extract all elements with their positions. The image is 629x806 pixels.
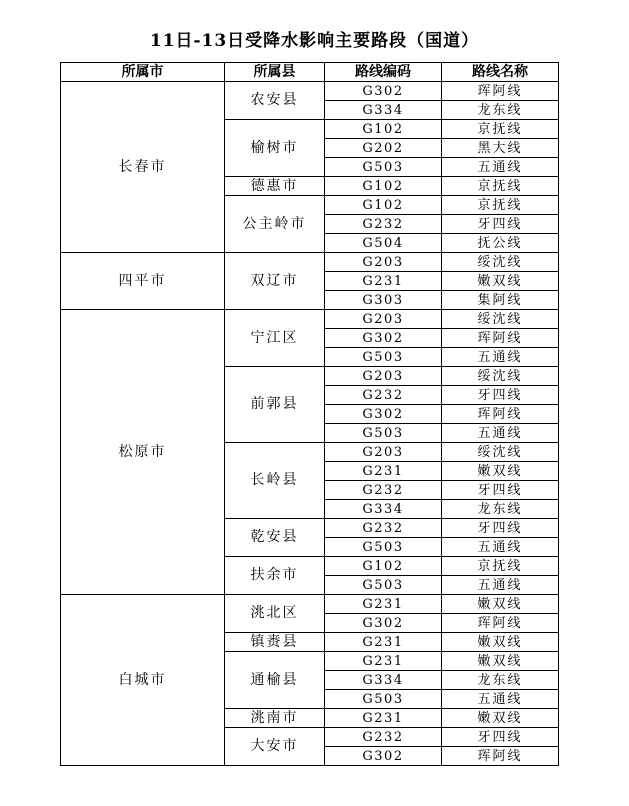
route-code-cell: G503 [325, 424, 442, 443]
county-cell: 前郭县 [225, 367, 325, 443]
county-cell: 洮南市 [225, 709, 325, 728]
route-code-cell: G203 [325, 367, 442, 386]
route-code-cell: G231 [325, 709, 442, 728]
city-cell: 长春市 [61, 82, 225, 253]
route-code-cell: G503 [325, 538, 442, 557]
route-name-cell: 五通线 [442, 348, 559, 367]
route-name-cell: 五通线 [442, 538, 559, 557]
route-code-cell: G302 [325, 614, 442, 633]
county-cell: 农安县 [225, 82, 325, 120]
route-code-cell: G302 [325, 329, 442, 348]
page-title: 11日-13日受降水影响主要路段（国道） [149, 31, 480, 51]
route-name-cell: 牙四线 [442, 386, 559, 405]
route-name-cell: 抚公线 [442, 234, 559, 253]
route-name-cell: 绥沈线 [442, 367, 559, 386]
county-cell: 镇赉县 [225, 633, 325, 652]
table-row [61, 595, 559, 614]
route-name-cell: 绥沈线 [442, 253, 559, 272]
route-name-cell: 龙东线 [442, 671, 559, 690]
county-cell: 榆树市 [225, 120, 325, 177]
route-code-cell: G231 [325, 462, 442, 481]
route-code-cell: G231 [325, 652, 442, 671]
route-name-cell: 牙四线 [442, 481, 559, 500]
route-code-cell: G102 [325, 196, 442, 215]
table-row [61, 253, 559, 272]
route-name-cell: 五通线 [442, 690, 559, 709]
route-code-cell: G232 [325, 481, 442, 500]
route-name-cell: 嫩双线 [442, 652, 559, 671]
route-code-cell: G102 [325, 557, 442, 576]
county-cell: 宁江区 [225, 310, 325, 367]
route-code-cell: G302 [325, 747, 442, 766]
county-cell: 公主岭市 [225, 196, 325, 253]
route-code-cell: G303 [325, 291, 442, 310]
route-code-cell: G504 [325, 234, 442, 253]
route-name-cell: 嫩双线 [442, 272, 559, 291]
route-name-cell: 五通线 [442, 576, 559, 595]
route-code-cell: G503 [325, 576, 442, 595]
city-cell: 白城市 [61, 595, 225, 766]
route-code-cell: G334 [325, 671, 442, 690]
route-name-cell: 绥沈线 [442, 443, 559, 462]
route-code-cell: G302 [325, 82, 442, 101]
route-code-cell: G232 [325, 519, 442, 538]
route-name-cell: 嫩双线 [442, 595, 559, 614]
city-cell: 四平市 [61, 253, 225, 310]
route-name-cell: 珲阿线 [442, 405, 559, 424]
route-code-cell: G203 [325, 310, 442, 329]
route-name-cell: 嫩双线 [442, 462, 559, 481]
route-name-cell: 嫩双线 [442, 633, 559, 652]
route-name-cell: 珲阿线 [442, 614, 559, 633]
route-code-cell: G334 [325, 500, 442, 519]
county-cell: 德惠市 [225, 177, 325, 196]
route-code-cell: G232 [325, 215, 442, 234]
route-code-cell: G334 [325, 101, 442, 120]
table-body [61, 82, 559, 766]
header-row [61, 63, 559, 82]
route-name-cell: 京抚线 [442, 196, 559, 215]
route-name-cell: 京抚线 [442, 120, 559, 139]
route-name-cell: 集阿线 [442, 291, 559, 310]
roads-table [60, 62, 559, 766]
table-header [61, 63, 559, 82]
header-route-name: 路线名称 [442, 63, 559, 82]
route-name-cell: 珲阿线 [442, 329, 559, 348]
route-code-cell: G231 [325, 633, 442, 652]
route-code-cell: G203 [325, 253, 442, 272]
route-code-cell: G302 [325, 405, 442, 424]
route-name-cell: 嫩双线 [442, 709, 559, 728]
route-name-cell: 牙四线 [442, 519, 559, 538]
route-name-cell: 京抚线 [442, 557, 559, 576]
route-name-cell: 龙东线 [442, 101, 559, 120]
county-cell: 双辽市 [225, 253, 325, 310]
city-cell: 松原市 [61, 310, 225, 595]
route-code-cell: G232 [325, 386, 442, 405]
route-name-cell: 绥沈线 [442, 310, 559, 329]
route-name-cell: 五通线 [442, 424, 559, 443]
county-cell: 大安市 [225, 728, 325, 766]
route-code-cell: G202 [325, 139, 442, 158]
route-name-cell: 黑大线 [442, 139, 559, 158]
county-cell: 乾安县 [225, 519, 325, 557]
route-code-cell: G231 [325, 595, 442, 614]
route-code-cell: G503 [325, 158, 442, 177]
route-code-cell: G203 [325, 443, 442, 462]
route-code-cell: G503 [325, 348, 442, 367]
route-name-cell: 珲阿线 [442, 747, 559, 766]
route-name-cell: 京抚线 [442, 177, 559, 196]
header-route-code: 路线编码 [325, 63, 442, 82]
route-code-cell: G503 [325, 690, 442, 709]
route-name-cell: 五通线 [442, 158, 559, 177]
header-city: 所属市 [61, 63, 225, 82]
route-code-cell: G232 [325, 728, 442, 747]
route-name-cell: 珲阿线 [442, 82, 559, 101]
route-name-cell: 龙东线 [442, 500, 559, 519]
route-name-cell: 牙四线 [442, 728, 559, 747]
county-cell: 长岭县 [225, 443, 325, 519]
table-row [61, 310, 559, 329]
table-row [61, 82, 559, 101]
route-code-cell: G102 [325, 120, 442, 139]
route-name-cell: 牙四线 [442, 215, 559, 234]
header-county: 所属县 [225, 63, 325, 82]
county-cell: 通榆县 [225, 652, 325, 709]
route-code-cell: G231 [325, 272, 442, 291]
county-cell: 扶余市 [225, 557, 325, 595]
route-code-cell: G102 [325, 177, 442, 196]
county-cell: 洮北区 [225, 595, 325, 633]
